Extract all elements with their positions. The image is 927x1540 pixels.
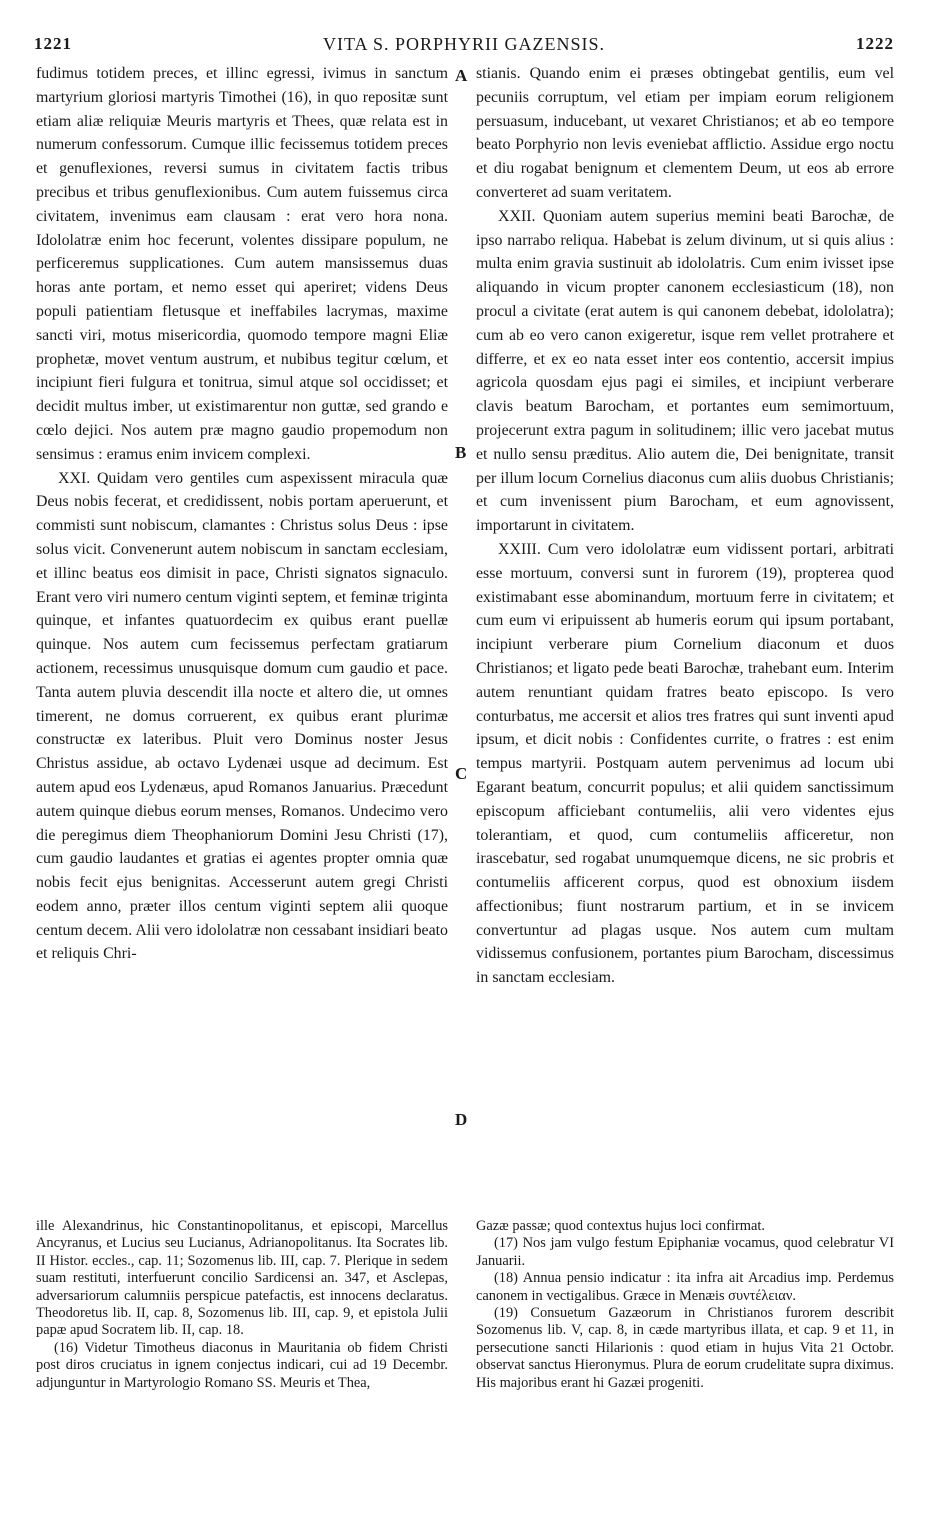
footnote-16: (16) Videtur Timotheus diaconus in Mauritania ob fidem Christi post diros cruciatus in ignem conjectus indicari, cui ad 19 Decembr. adjunguntur in Martyrologio Romano SS. Meuris et Thea,: [36, 1339, 448, 1391]
paragraph: fudimus totidem preces, et illinc egressi, ivimus in sanctum martyrium gloriosi martyris Timothei (16), in quo repositæ sunt etiam aliæ reliquiæ Meuris martyris et Thees, quæ relata est in numerum confessorum. Cumque illic fecissemus totidem preces et genuflexiones, reversi sumus in civitatem factis tribus precibus et tribus genuflexionibus. Cum autem fuissemus circa civitatem, invenimus eam clausam : erat vero hora nona. Idololatræ enim hoc fecerunt, volentes dissipare populum, ne perficeremus supplicationes. Cum autem mansissemus duas horas ante portam, et nemo esset qui aperiret; videns Deus populi patientiam fletusque et ineffabiles lacrymas, maxime sancti viri, motus misericordia, quomodo tempore magni Eliæ prophetæ, movet ventum austrum, et nubibus tegitur cœlum, et incipiunt fieri fulgura et tonitrua, simul atque sol occidisset; et decidit multus imber, ut existimarentur non guttæ, sed grando e cœlo dejici. Nos autem præ magno gaudio propemodum non sensimus : eramus enim invicem complexi.: [36, 65, 448, 463]
footnote-17: (17) Nos jam vulgo festum Epiphaniæ vocamus, quod celebratur VI Januarii.: [476, 1235, 894, 1269]
footnote: ille Alexandrinus, hic Constantinopolitanus, et episcopi, Marcellus Ancyranus, et Lucius seu Lucianus, Adrianopolitanus. Ita Socrates lib. II Histor. eccles., cap. 11; Sozomenus lib. III, cap. 7. Plerique in sedem suam restituti, interfuerunt concilio Sardicensi an. 347, et Asclepas, adversariorum calumniis perspicue patefactis, est innocens declaratus. Theodoretus lib. II, cap. 8, Sozomenus lib. III, cap. 9, et epistola Julii papæ apud Socratem lib. II, cap. 18.: [36, 1218, 448, 1339]
margin-marker-b: B: [455, 443, 467, 462]
margin-marker-a: A: [455, 66, 468, 85]
paragraph-chapter-xxii: XXII. Quoniam autem superius memini beati Barochæ, de ipso narrabo reliqua. Habebat is zelum divinum, ut si quis alius : multa enim gravia sustinuit ab idololatris. Cum enim ivisset ipse aliquando in vicum propter canonem ecclesiasticum (18), non procul a civitate (erat autem is qui canonem debebat, idololatra); cum ab eo vero canon exigeretur, isque rem vellet protrahere et differre, et ex eo nata esset inter eos contentio, accersit impius agricola quosdam ejus pagi ei similes, et incipiunt verberare clavis beatum Barocham, et portantes eum semimortuum, projecerunt extra pagum in solitudinem; illic vero jacebat mutus et nullo sensu præditus. Alio autem die, Dei benignitate, transit per illum locum Cornelius diaconus cum aliis duobus Christianis; et cum invenissent pium Barocham, et eum agnovissent, importarunt in civitatem.: [476, 207, 894, 535]
footnote: Gazæ passæ; quod contextus hujus loci confirmat.: [476, 1218, 765, 1234]
running-title: VITA S. PORPHYRII GAZENSIS.: [322, 34, 606, 54]
left-column: [36, 62, 448, 966]
footnotes-right: [476, 1218, 894, 1392]
margin-marker-d: D: [455, 1110, 468, 1129]
page-number-right: 1222: [856, 34, 894, 53]
right-column: [476, 62, 894, 990]
margin-marker-c: C: [455, 764, 468, 783]
paragraph-chapter-xxi: XXI. Quidam vero gentiles cum aspexissent miracula quæ Deus nobis fecerat, et credidissent, nobis portam aperuerunt, et commisti sunt nobiscum, clamantes : Christus solus Deus : ipse solus vicit. Convenerunt autem nobiscum in sanctam ecclesiam, et illinc beatus eos dimisit in pace, Christi signatos signaculo. Erant vero viri numero centum viginti septem, et feminæ triginta quinque, et infantes quatuordecim ex quibus erant puellæ quinque. Nos autem cum fecissemus perfectam gratiarum actionem, recessimus unusquisque domum cum gaudio et pace. Tanta autem pluvia descendit illa nocte et altero die, ut omnes timerent, ne domus corruerent, ex quibus erant plurimæ constructæ ex lateribus. Pluit vero Dominus noster Jesus Christus assidue, ab octavo Lydenæi usque ad decimum. Est autem apud eos Lydenæus, apud Romanos Januarius. Præcedunt autem quinque diebus eorum menses, Romanos. Undecimo vero die peregimus diem Theophaniorum Domini Jesu Christi (17), cum gaudio laudantes et gratias ei agentes propter omnia quæ nobis fecit ejus benignitas. Accesserunt autem gregi Christi eodem anno, præter illos centum viginti septem alii quoque centum decem. Alii vero idololatræ non cessabant insidiari beato et reliquis Chri-: [36, 469, 448, 963]
footnotes-left: [36, 1218, 448, 1392]
page-number-left: 1221: [34, 34, 72, 53]
page-header: [34, 34, 894, 58]
paragraph-chapter-xxiii: XXIII. Cum vero idololatræ eum vidissent portari, arbitrati esse mortuum, conversi sunt in furorem (19), propterea quod existimabant esse abominandum, mortuum ferre in civitatem; et cum eum vi eripuissent ab humeris eorum qui ipsum portabant, incipiunt verberare pium Cornelium diaconum et duos Christianos; et ligato pede beati Barochæ, trahebant eum. Interim autem renuntiant quidam fratres beato episcopo. Is vero conturbatus, me accersit et alios tres fratres qui sunt inventi apud ipsum, et dicit nobis : Confidentes currite, o fratres : est enim tempus martyrii. Postquam autem pervenimus ad locum ubi Egarant beatum, concurrit populus; et alii quidem sanctissimum episcopum afficiebant contumeliis, alii vero videntes ejus tolerantiam, et quod, cum contumeliis afficeretur, non irascebatur, sed rogabat unumquemque dicens, ne sic probris et contumeliis afficerent corpus, quod est obnoxium iisdem affectionibus; fiunt nostrarum partium, et in se invicem convertuntur ad plagas usque. Nos autem cum multam vidissemus confusionem, portantes pium Barocham, discessimus in sanctam ecclesiam.: [476, 540, 894, 987]
footnote-19: (19) Consuetum Gazæorum in Christianos furorem describit Sozomenus lib. V, cap. 8, in cæde martyribus illata, et cap. 9 et 11, in persecutione sancti Hilarionis : quod etiam in hujus Vita 21 Octobr. observat sanctus Hieronymus. Plura de eorum crudelitate supra diximus. His majoribus erant hi Gazæi progeniti.: [476, 1305, 894, 1391]
footnote-18: (18) Annua pensio indicatur : ita infra ait Arcadius imp. Perdemus canonem in vectigalibus. Græce in Menæis συντέλειαν.: [476, 1270, 894, 1304]
paragraph: stianis. Quando enim ei præses obtingebat gentilis, eum vel pecuniis corruptum, vel etiam per impiam eorum religionem persuasum, inducebant, ut vexaret Christianos; et ab eo tempore beato Porphyrio non levis eveniebat afflictio. Assidue ergo noctu et diu rogabat benignum et clementem Deum, ut eos ab errore converteret ad suam veritatem.: [476, 65, 894, 201]
